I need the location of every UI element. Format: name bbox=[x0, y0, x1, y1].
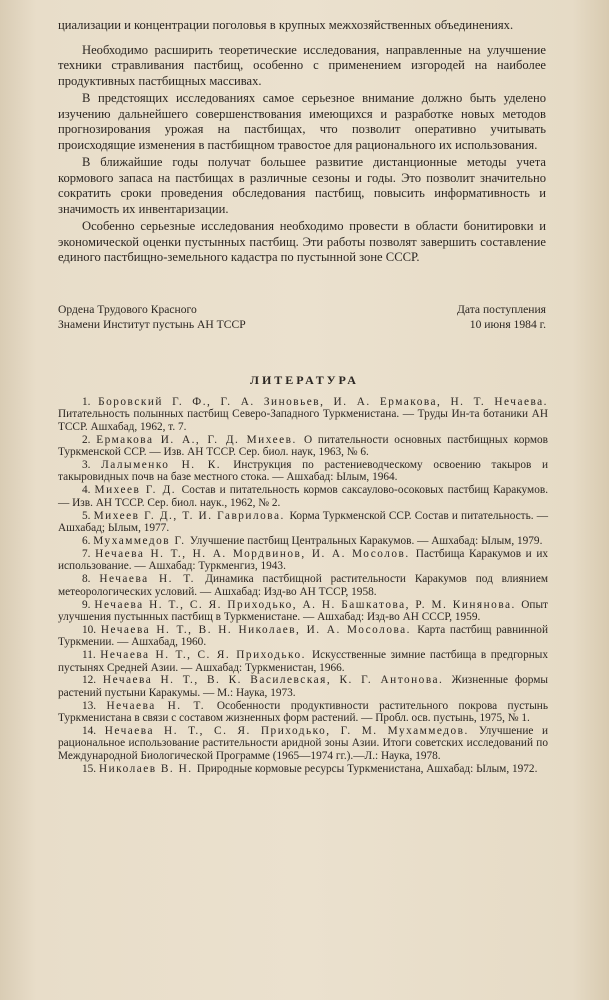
reference-number: 4. bbox=[82, 484, 95, 497]
reference-item bbox=[58, 459, 548, 484]
reference-authors: Нечаева Н. Т. bbox=[106, 699, 217, 712]
reference-authors: Николаев В. Н. bbox=[98, 762, 197, 775]
paragraph-2: Необходимо расширить теоретические исследования, направленные на улучшение техники стравливания пастбищ, особенно с применением изгородей на наиболее продуктивных пастбищных массивах. bbox=[58, 42, 546, 88]
reference-title: Корма Туркменской ССР. Состав и питательность. — Ашхабад; Ылым, 1977. bbox=[58, 509, 548, 535]
institution-line-2: Знамени Институт пустынь АН ТССР bbox=[58, 317, 246, 331]
reference-title: Особенности продуктивности растительного покрова пустынь Туркменистана в связи с составом жизненных форм растений. — Пробл. осв. пустынь, 1975, № 1. bbox=[58, 699, 548, 725]
reference-number: 2. bbox=[82, 433, 97, 446]
reference-title: Улучшение пастбищ Центральных Каракумов. — Ашхабад: Ылым, 1979. bbox=[189, 534, 543, 547]
reference-authors: Нечаева Н. Т., В. К. Василевская, К. Г. Антонова. bbox=[102, 674, 452, 687]
paragraph-5: Особенно серьезные исследования необходимо провести в области бонитировки и экономической оценки пустынных пастбищ. Эти работы позволят завершить составление единого пастбищно-земельного кадастра по пустынной зоне СССР. bbox=[58, 219, 546, 264]
reference-item bbox=[58, 434, 548, 459]
received-info bbox=[457, 303, 546, 332]
reference-authors: Нечаева Н. Т., С. Я. Приходько. bbox=[100, 649, 312, 662]
reference-item bbox=[58, 700, 548, 725]
reference-item bbox=[58, 573, 548, 598]
paragraph-1: циализации и концентрации поголовья в крупных межхозяйственных объединениях. bbox=[58, 18, 514, 32]
reference-item bbox=[58, 484, 548, 509]
reference-number: 12. bbox=[82, 674, 103, 687]
reference-number: 13. bbox=[82, 699, 107, 712]
reference-title: Пастбища Каракумов и их использование. — Ашхабад: Туркменгиз, 1943. bbox=[58, 547, 549, 573]
references-heading: ЛИТЕРАТУРА bbox=[250, 373, 359, 387]
reference-authors: Михеев Г. Д. bbox=[94, 484, 182, 497]
reference-number: 1. bbox=[82, 396, 99, 408]
reference-number: 8. bbox=[82, 573, 100, 586]
reference-number: 3. bbox=[82, 459, 102, 472]
reference-title: Состав и питательность кормов саксаулово-осоковых пастбищ Каракумов. — Изв. АН ТССР. Сер. биол. наук., 1962, № 2. bbox=[58, 484, 549, 509]
reference-item bbox=[58, 674, 548, 699]
reference-item bbox=[58, 599, 548, 624]
reference-authors: Ермакова И. А., Г. Д. Михеев. bbox=[96, 433, 305, 446]
institution-line-1: Ордена Трудового Красного bbox=[58, 303, 197, 316]
reference-item bbox=[58, 763, 548, 775]
paragraph-3: В предстоящих исследованиях самое серьезное внимание должно быть уделено изучению дальнейшего совершенствования имеющихся и разработке новых методов прогнозирования урожая на пастбищах, что позволит оперативно учитывать происходящие изменения в пастбищном травостое для рационального их использования. bbox=[58, 91, 546, 152]
reference-number: 6. bbox=[82, 534, 94, 547]
reference-authors: Нечаева Н. Т., В. Н. Николаев, И. А. Мосолова. bbox=[100, 623, 418, 636]
reference-number: 7. bbox=[82, 547, 96, 560]
reference-item bbox=[58, 535, 548, 547]
references-list bbox=[58, 396, 548, 775]
reference-number: 10. bbox=[82, 623, 101, 636]
reference-item bbox=[58, 725, 548, 762]
reference-number: 11. bbox=[82, 649, 101, 662]
affiliation-block bbox=[58, 303, 546, 337]
reference-authors: Михеев Г. Д., Т. И. Гаврилова. bbox=[93, 509, 290, 522]
reference-title: Природные кормовые ресурсы Туркменистана, Ашхабад: Ылым, 1972. bbox=[196, 762, 538, 775]
body-text bbox=[58, 18, 546, 266]
reference-title: Опыт улучшения пустынных пастбищ в Туркменистане. — Ашхабад: Изд-во АН СССР, 1959. bbox=[58, 598, 548, 623]
reference-number: 5. bbox=[82, 509, 94, 522]
reference-title: Инструкция по растениеводческому освоению такыров и такыровидных почв на базе местного стока. — Ашхабад: Ылым, 1964. bbox=[58, 459, 549, 484]
reference-authors: Боровский Г. Ф., Г. А. Зиновьев, И. А. Ермакова, Н. Т. Нечаева. bbox=[98, 396, 548, 408]
paragraph-4: В ближайшие годы получат большее развитие дистанционные методы учета кормового запаса на пастбищах в различные сезоны и годы. Это позволит значительно сократить сроки проведения обследования пастбищ, повысить информативность и значимость их инвентаризации. bbox=[58, 155, 546, 216]
reference-number: 15. bbox=[82, 762, 99, 775]
reference-item bbox=[58, 510, 548, 535]
reference-item bbox=[58, 548, 548, 573]
received-label: Дата поступления bbox=[456, 303, 546, 316]
reference-authors: Мухаммедов Г. bbox=[93, 534, 190, 547]
reference-title: Улучшение и рациональное использование растительности аридной зоны Азии. Итоги советских исследований по Международной Биологической Программе (1965—1974 гг.).—Л.: Наука, 1978. bbox=[58, 725, 549, 762]
reference-title: Жизненные формы растений пустыни Каракумы. — М.: Наука, 1973. bbox=[58, 674, 548, 699]
reference-authors: Нечаева Н. Т., С. Я. Приходько, Г. М. Мухаммедов. bbox=[104, 725, 479, 738]
reference-title: Питательность полынных пастбищ Северо-Западного Туркменистана. — Труды Ин-та ботаники АН ТССР. Ашхабад, 1962, т. 7. bbox=[58, 408, 548, 433]
received-date: 10 июня 1984 г. bbox=[469, 317, 546, 331]
reference-authors: Нечаева Н. Т., С. Я. Приходько, А. Н. Башкатова, Р. М. Кинянова. bbox=[94, 598, 522, 611]
reference-number: 14. bbox=[82, 725, 105, 738]
reference-title: Карта пастбищ равнинной Туркмении. — Ашхабад, 1960. bbox=[58, 623, 549, 649]
reference-item bbox=[58, 396, 548, 433]
reference-authors: Нечаева Н. Т., Н. А. Мордвинов, И. А. Мосолов. bbox=[95, 547, 416, 560]
reference-item bbox=[58, 649, 548, 674]
reference-authors: Нечаева Н. Т. bbox=[99, 573, 206, 586]
reference-title: Динамика пастбищной растительности Каракумов под влиянием метеорологических условий. — Ашхабад: Изд-во АН ТССР, 1958. bbox=[58, 573, 548, 598]
reference-number: 9. bbox=[82, 598, 95, 611]
reference-item bbox=[58, 624, 548, 649]
institution bbox=[58, 303, 246, 332]
reference-authors: Лалыменко Н. К. bbox=[101, 459, 234, 472]
reference-title: Искусственные зимние пастбища в предгорных пустынях Средней Азии. — Ашхабад: Туркменистан, 1966. bbox=[58, 649, 549, 674]
reference-title: О питательности основных пастбищных кормов Туркменской ССР. — Изв. АН ТССР. Сер. биол. наук, 1963, № 6. bbox=[58, 433, 548, 459]
